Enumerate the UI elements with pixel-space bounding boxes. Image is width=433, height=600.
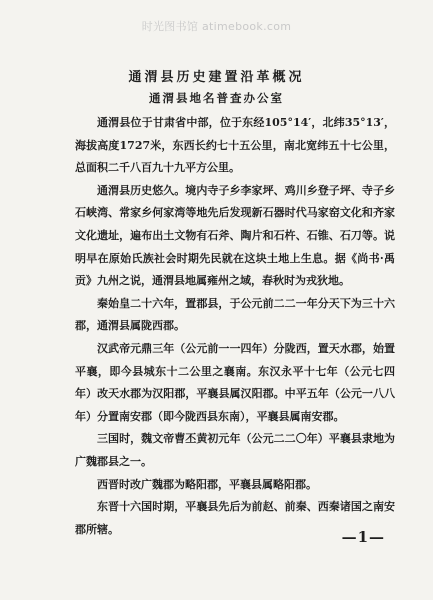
paragraph-western-jin: 西晋时改广魏郡为略阳郡，平襄县属略阳郡。 (97, 477, 317, 491)
document-body (75, 112, 395, 541)
paragraph-three-kingdoms: 三国时，魏文帝曹丕黄初元年（公元二二〇年）平襄县隶地为广魏郡县之一。 (75, 432, 395, 468)
paragraph-location: 通渭县位于甘肃省中部，位于东经105°14′，北纬35°13′，海拔高度1727米，东西长约七十五公里，南北宽纬五十七公里，总面积二千八百九十九平方公里。 (75, 116, 395, 175)
paragraph-qin: 秦始皇二十六年，置郡县，于公元前二二一年分天下为三十六郡，通渭县属陇西郡。 (75, 296, 395, 333)
document-title: 通渭县历史建置沿革概况 (128, 70, 305, 85)
document-subtitle: 通渭县地名普查办公室 (149, 91, 284, 105)
page-number: —1— (341, 528, 385, 546)
watermark: 时光图书馆 atimebook.com (141, 20, 292, 33)
paragraph-prehistory: 通渭县历史悠久。境内寺子乡李家坪、鸡川乡登子坪、寺子乡石峡湾、常家乡何家湾等地先后发现新石器时代马家窑文化和齐家文化遗址，遍布出土文物有石斧、陶片和石杵、石锥、石刀等。说明早在原始氏族社会时期先民就在这块土地上生息。据《尚书·禹贡》九州之说，通渭县地属雍州之域，春秋时为戎狄地。 (75, 183, 395, 288)
paragraph-eastern-jin: 东晋十六国时期，平襄县先后为前赵、前秦、西秦诸国之南安郡所辖。 (75, 500, 395, 536)
paragraph-han: 汉武帝元鼎三年（公元前一一四年）分陇西，置天水郡，始置平襄，即今县城东十二公里之襄南。东汉永平十七年（公元七四年）改天水郡为汉阳郡，平襄县属汉阳郡。中平五年（公元一八八年）分置南安郡（即今陇西县东南），平襄县属南安郡。 (75, 341, 395, 423)
